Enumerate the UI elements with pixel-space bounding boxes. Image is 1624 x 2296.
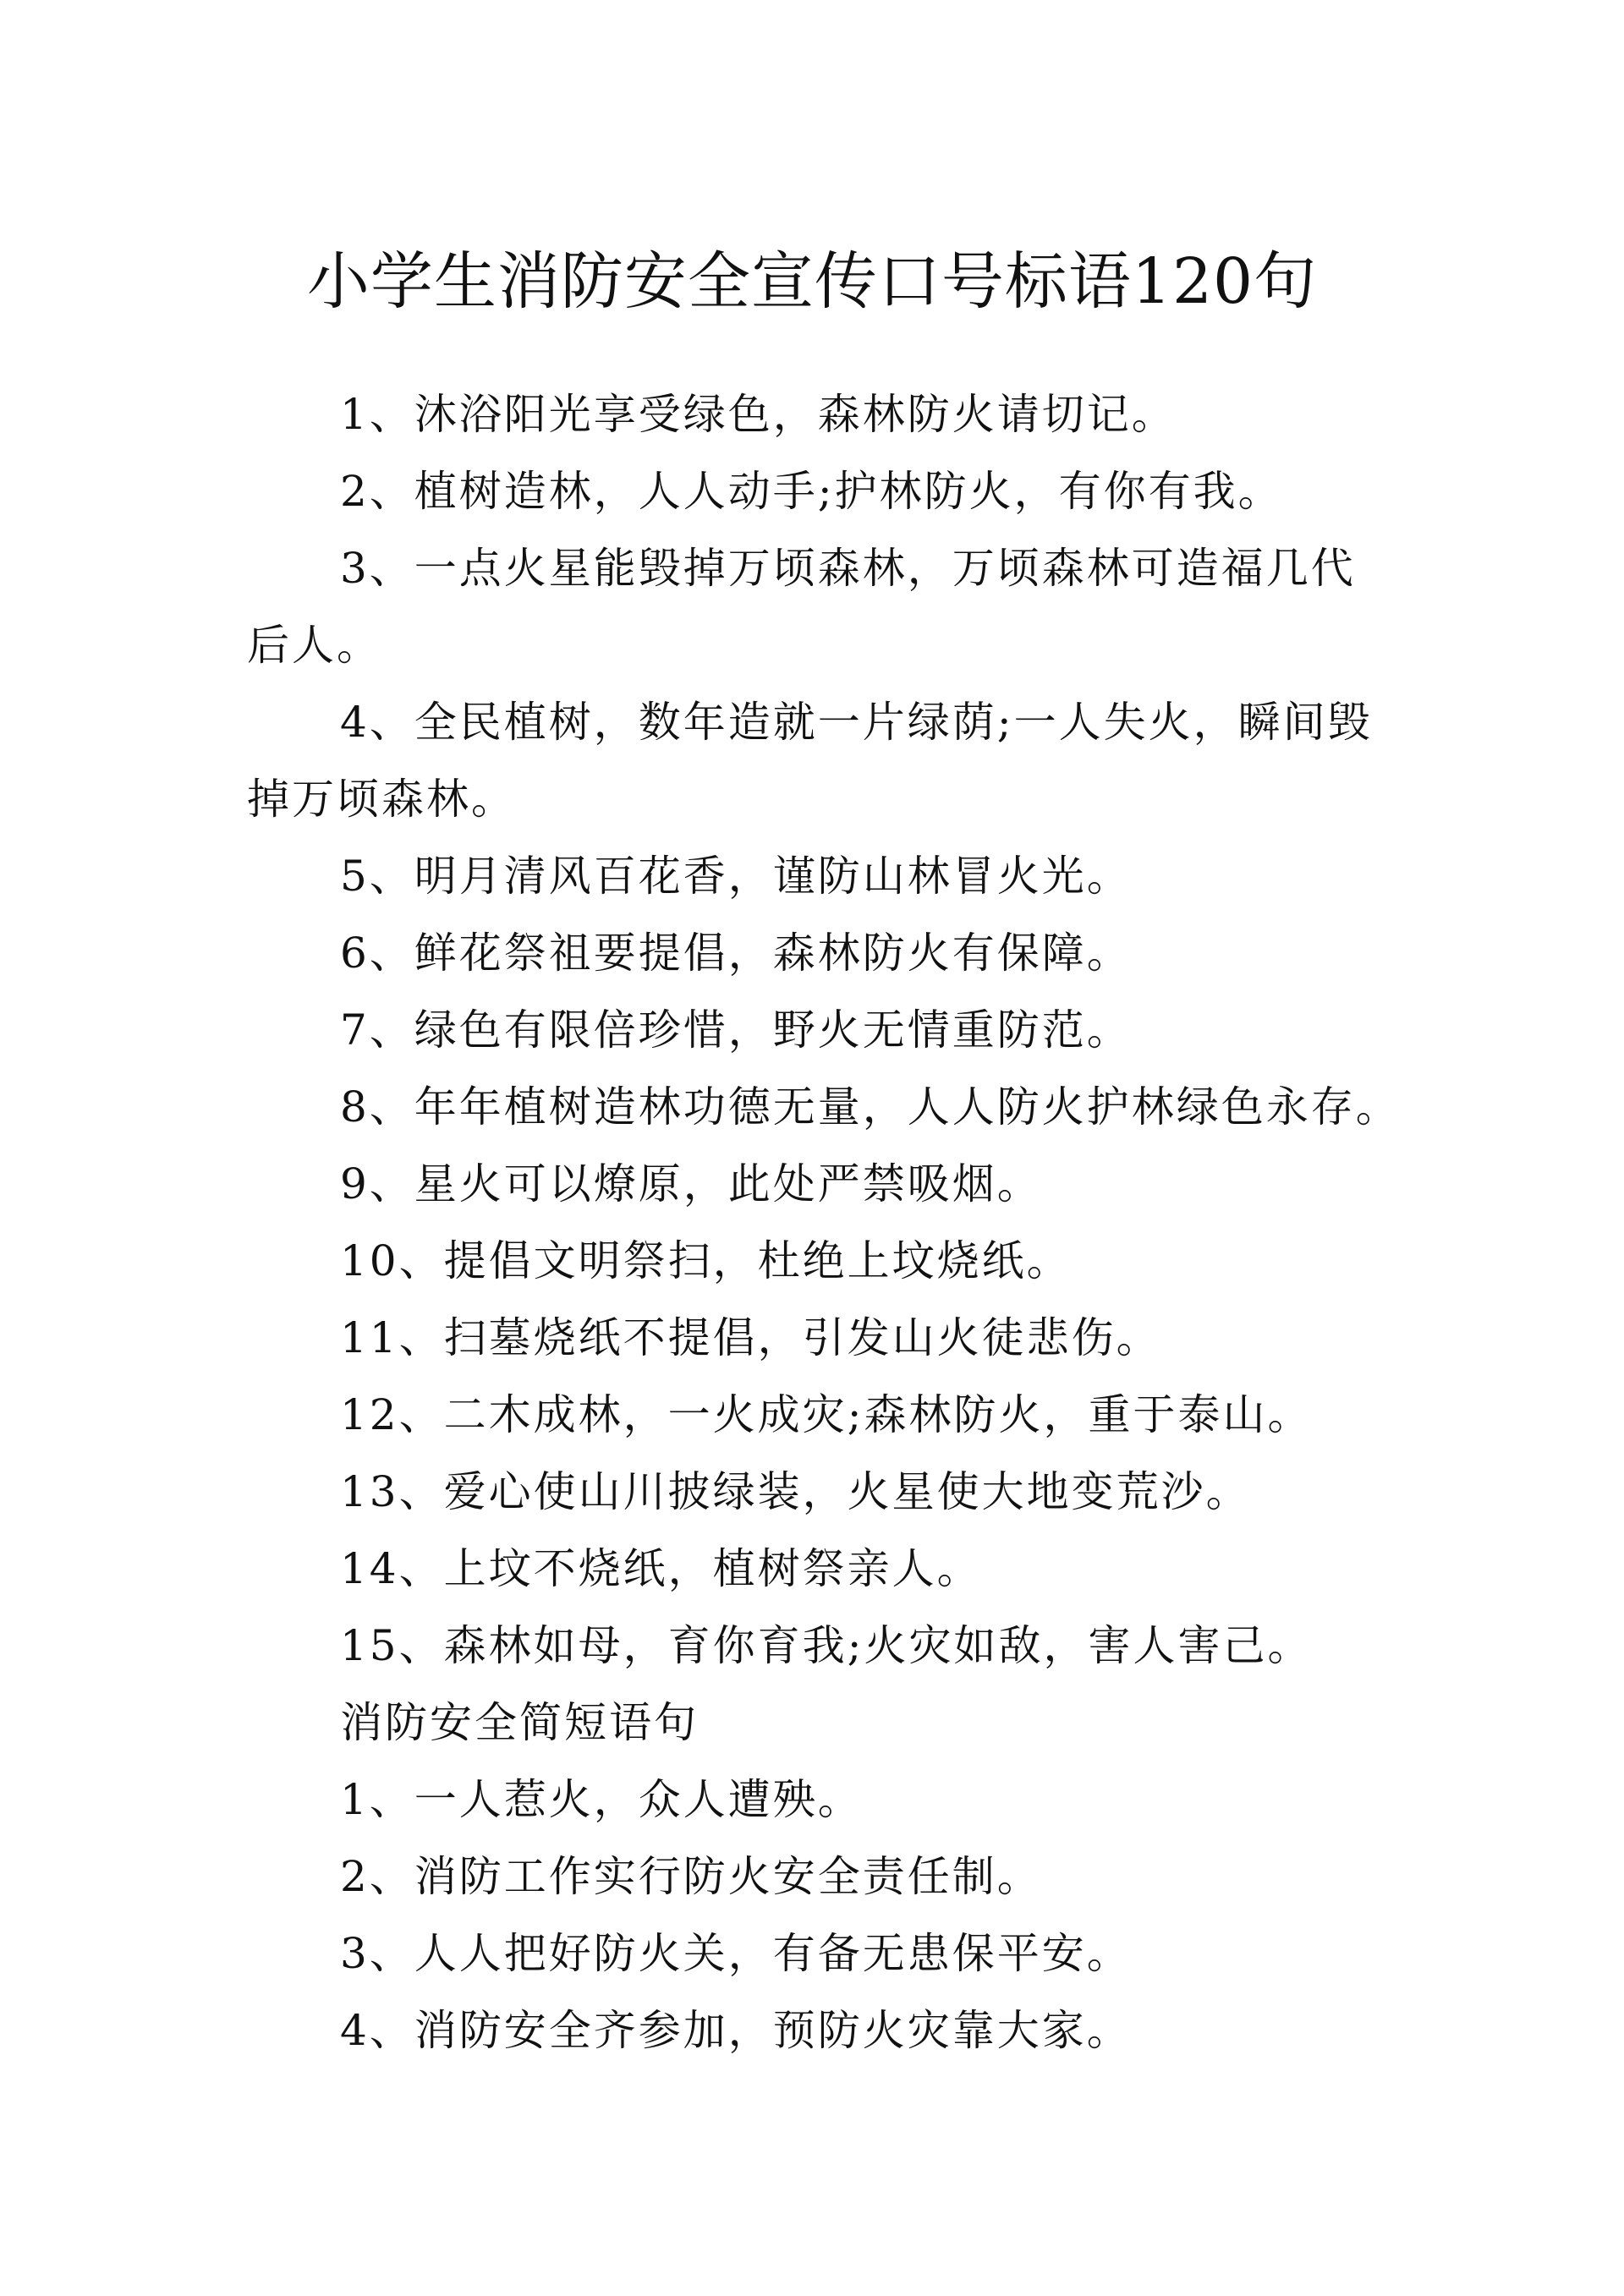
paragraph: 2、植树造林，人人动手;护林防火，有你有我。	[340, 467, 1283, 516]
paragraph: 7、绿色有限倍珍惜，野火无情重防范。	[340, 1006, 1132, 1055]
document-title: 小学生消防安全宣传口号标语120句	[306, 244, 1318, 318]
paragraph: 1、沐浴阳光享受绿色，森林防火请切记。	[340, 390, 1177, 439]
paragraph: 4、全民植树，数年造就一片绿荫;一人失火，瞬间毁掉万顷森林。	[247, 698, 1373, 824]
paragraph: 13、爱心使山川披绿装，火星使大地变荒沙。	[340, 1467, 1251, 1516]
paragraph: 15、森林如母，育你育我;火灾如敌，害人害己。	[340, 1621, 1313, 1670]
paragraph: 8、年年植树造林功德无量，人人防火护林绿色永存。	[340, 1082, 1401, 1132]
paragraph: 14、上坟不烧纸，植树祭亲人。	[340, 1544, 982, 1593]
paragraph: 3、一点火星能毁掉万顷森林，万顷森林可造福几代后人。	[247, 544, 1356, 670]
paragraph: 4、消防安全齐参加，预防火灾靠大家。	[340, 2006, 1132, 2055]
paragraph: 1、一人惹火，众人遭殃。	[340, 1775, 863, 1824]
paragraph: 12、二木成林，一火成灾;森林防火，重于泰山。	[340, 1390, 1313, 1439]
paragraph: 5、明月清风百花香，谨防山林冒火光。	[340, 852, 1132, 901]
paragraph: 10、提倡文明祭扫，杜绝上坟烧纸。	[340, 1236, 1072, 1285]
paragraph: 2、消防工作实行防火安全责任制。	[340, 1852, 1042, 1901]
paragraph: 11、扫墓烧纸不提倡，引发山火徒悲伤。	[340, 1313, 1161, 1362]
paragraph: 9、星火可以燎原，此处严禁吸烟。	[340, 1159, 1042, 1208]
section-heading: 消防安全简短语句	[340, 1698, 699, 1747]
paragraph: 3、人人把好防火关，有备无患保平安。	[340, 1929, 1132, 1978]
paragraph: 6、鲜花祭祖要提倡，森林防火有保障。	[340, 929, 1132, 978]
document-body	[247, 376, 1401, 2069]
